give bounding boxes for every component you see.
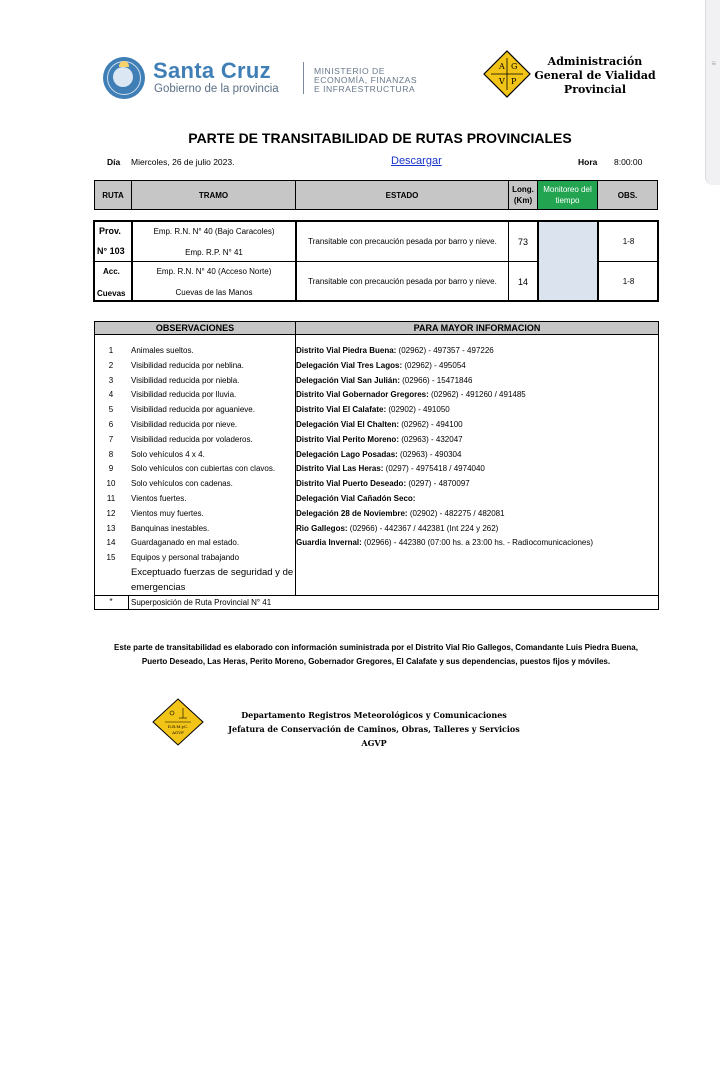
observacion-text: Guardaganado en mal estado.	[131, 538, 240, 548]
contact-row	[296, 450, 461, 459]
contact-name: Distrito Vial Las Heras:	[296, 464, 384, 474]
contact-phone: (02962) - 497357 - 497226	[396, 346, 494, 355]
route-obs: 1-8	[622, 277, 635, 286]
contacts-header: PARA MAYOR INFORMACION	[295, 321, 659, 335]
observacion-text: Animales sueltos.	[131, 346, 194, 355]
observacion-number: 7	[108, 434, 114, 444]
drmyc-logo-text-2: AGVP	[172, 730, 184, 735]
footer-note-line-1: Este parte de transitabilidad es elaborado con información suministrada por el Distrito Vial Rio Gallegos, Comandante Luis Piedra Buena,	[114, 643, 638, 652]
observacion-number: 3	[108, 375, 114, 385]
hora-value: 8:00:00	[614, 157, 643, 167]
contact-row	[296, 538, 593, 547]
contact-phone: (02966) - 15471846	[399, 375, 473, 385]
contact-row	[296, 361, 466, 370]
route-tramo-line-1: Emp. R.N. N° 40 (Acceso Norte)	[156, 267, 272, 276]
contact-row	[296, 479, 470, 488]
contact-phone: (02902) - 491050	[386, 405, 450, 415]
agvp-letter-g: G	[511, 62, 518, 71]
footnote-mark: *	[109, 597, 113, 606]
route-estado: Transitable con precaución pesada por barro y nieve.	[308, 277, 497, 286]
observacion-number: 5	[108, 405, 114, 415]
contact-phone: (02962) - 494100	[399, 420, 463, 429]
header-obs: OBS.	[597, 180, 658, 210]
observacion-text: Visibilidad reducida por voladeros.	[131, 434, 253, 444]
observacion-text: Solo vehículos 4 x 4.	[131, 449, 205, 459]
contact-phone: (0297) - 4870097	[406, 479, 470, 489]
route-ruta-line-1: Acc.	[103, 267, 120, 276]
route-ruta-line-1: Prov.	[99, 226, 121, 236]
contact-row	[296, 420, 463, 429]
route-tramo-line-2: Emp. R.P. N° 41	[185, 248, 243, 257]
contact-row	[296, 390, 526, 399]
admin-line-1: Administración	[547, 55, 643, 68]
ministry-line-3: E INFRAESTRUCTURA	[314, 84, 416, 94]
contact-name: Distrito Vial Puerto Deseado:	[296, 479, 407, 489]
observacion-number: 14	[106, 538, 116, 548]
page-title: PARTE DE TRANSITABILIDAD DE RUTAS PROVINCIALES	[188, 130, 572, 146]
agvp-letter-p: P	[511, 77, 517, 86]
contact-name: Delegación Vial San Julián:	[296, 375, 400, 385]
contact-row	[296, 376, 472, 385]
contact-name: Distrito Vial Piedra Buena:	[296, 346, 397, 355]
contact-name: Delegación Lago Posadas:	[296, 449, 398, 459]
contact-phone: (02902) - 482275 / 482081	[407, 508, 505, 518]
route-long: 73	[517, 237, 528, 247]
header-monitoreo: Monitoreo del tiempo	[537, 180, 598, 210]
contact-phone: (02966) - 442367 / 442381 (Int 224 y 262)	[347, 523, 499, 533]
contact-row	[296, 509, 505, 518]
observacion-text: Visibilidad reducida por aguanieve.	[131, 405, 255, 415]
route-tramo-line-1: Emp. R.N. N° 40 (Bajo Caracoles)	[153, 227, 275, 236]
contact-name: Delegación Vial El Chalten:	[296, 420, 399, 429]
footer-note-line-2: Puerto Deseado, Las Heras, Perito Moreno, Gobernador Gregores, El Calafate y sus dependencias, puestos fijos y móviles.	[141, 657, 611, 666]
observacion-number: 12	[106, 508, 116, 518]
header-tramo: TRAMO	[131, 180, 296, 210]
contact-name: Delegación 28 de Noviembre:	[296, 508, 408, 518]
contact-name: Distrito Vial El Calafate:	[296, 405, 387, 415]
contact-row	[296, 464, 485, 473]
dia-label: Día	[107, 157, 121, 167]
observacion-text: Vientos fuertes.	[131, 494, 187, 503]
observacion-number: 8	[108, 449, 114, 459]
department-line-2: Jefatura de Conservación de Caminos, Obras, Talleres y Servicios	[228, 724, 520, 734]
observacion-number: 1	[108, 346, 114, 355]
observaciones-header: OBSERVACIONES	[94, 321, 296, 335]
agvp-letter-a: A	[499, 62, 505, 71]
department-line-3: AGVP	[361, 738, 387, 748]
contact-name: Guardia Invernal:	[296, 538, 362, 548]
admin-line-3: Provincial	[563, 83, 627, 96]
contact-phone: (02966) - 442380 (07:00 hs. a 23:00 hs. - Radiocomunicaciones)	[361, 538, 594, 548]
observacion-text: Visibilidad reducida por neblina.	[131, 360, 244, 370]
observacion-number: 6	[108, 420, 114, 429]
observacion-text: Banquinas inestables.	[131, 523, 210, 533]
department-line-1: Departamento Registros Meteorológicos y Comunicaciones	[241, 710, 507, 720]
observacion-number: 9	[108, 464, 114, 474]
header-ruta: RUTA	[94, 180, 132, 210]
route-obs: 1-8	[622, 237, 635, 246]
contact-row	[296, 435, 463, 444]
ministry-line-1: MINISTERIO DE	[314, 66, 385, 76]
contact-phone: (0297) - 4975418 / 4974040	[383, 464, 485, 474]
dia-value: Miercoles, 26 de julio 2023.	[131, 157, 235, 167]
observacion-number: 11	[106, 494, 116, 503]
drmyc-logo-text-1: D.R.M.yC.	[167, 724, 189, 729]
contact-phone: (02962) - 495054	[402, 360, 466, 370]
header-estado: ESTADO	[295, 180, 509, 210]
contact-name: Rio Gallegos:	[296, 523, 348, 533]
scrollbar-track[interactable]	[705, 0, 720, 185]
route-long: 14	[517, 277, 528, 287]
province-subtitle: Gobierno de la provincia	[154, 83, 279, 95]
exception-line-1: Exceptuado fuerzas de seguridad y de	[131, 567, 294, 578]
admin-line-2: General de Vialidad	[534, 69, 656, 82]
route-tramo-line-2: Cuevas de las Manos	[175, 288, 253, 297]
download-link[interactable]: Descargar	[391, 155, 442, 167]
province-name: Santa Cruz	[153, 58, 271, 83]
agvp-letter-v: V	[499, 77, 505, 86]
observacion-text: Visibilidad reducida por niebla.	[131, 375, 240, 385]
header-long-line-1: Long.	[512, 185, 534, 194]
hora-label: Hora	[578, 157, 598, 167]
contact-phone: (02962) - 491260 / 491485	[428, 390, 526, 400]
header-long-line-2: (Km)	[513, 196, 533, 205]
observacion-text: Vientos muy fuertes.	[131, 508, 204, 518]
contact-name: Delegación Vial Cañadón Seco:	[296, 494, 416, 503]
footnote-text: Superposición de Ruta Provincial N° 41	[131, 598, 272, 607]
header-divider	[303, 62, 304, 94]
contact-name: Delegación Vial Tres Lagos:	[296, 360, 403, 370]
route-ruta-line-2: Cuevas	[97, 289, 126, 298]
contact-row	[296, 494, 415, 503]
observacion-number: 10	[106, 479, 116, 489]
santa-cruz-seal-logo	[103, 57, 145, 99]
observacion-text: Visibilidad reducida por lluvia.	[131, 390, 237, 400]
observacion-text: Solo vehículos con cubiertas con clavos.	[131, 464, 276, 474]
contact-name: Distrito Vial Perito Moreno:	[296, 434, 399, 444]
observacion-text: Visibilidad reducida por nieve.	[131, 420, 238, 429]
route-ruta-line-2: N° 103	[97, 246, 125, 256]
scrollbar-grip[interactable]: ≡	[711, 59, 716, 68]
route-estado: Transitable con precaución pesada por barro y nieve.	[308, 237, 497, 246]
observacion-number: 15	[106, 553, 116, 563]
header-long	[508, 180, 538, 210]
monitoreo-cell	[539, 222, 597, 300]
observacion-text: Equipos y personal trabajando	[131, 553, 240, 563]
contact-phone: (02963) - 490304	[397, 449, 462, 459]
ministry-line-2: ECONOMÍA, FINANZAS	[314, 75, 418, 85]
contact-row	[296, 346, 494, 355]
contact-row	[296, 405, 450, 414]
exception-line-2: emergencias	[131, 582, 186, 593]
observacion-number: 4	[108, 390, 114, 400]
observacion-number: 13	[106, 523, 116, 533]
contact-phone: (02963) - 432047	[398, 434, 463, 444]
observacion-number: 2	[108, 360, 114, 370]
observacion-text: Solo vehículos con cadenas.	[131, 479, 233, 489]
contact-row	[296, 524, 498, 533]
drmyc-logo	[152, 698, 204, 746]
contact-name: Distrito Vial Gobernador Gregores:	[296, 390, 429, 400]
